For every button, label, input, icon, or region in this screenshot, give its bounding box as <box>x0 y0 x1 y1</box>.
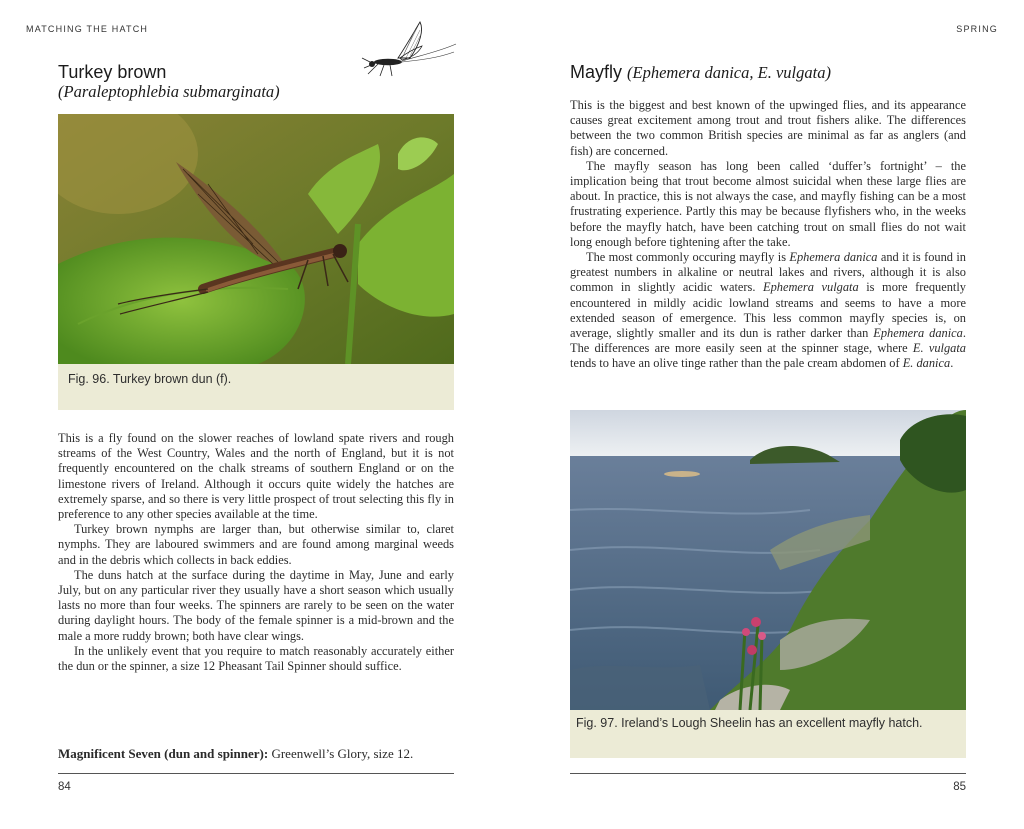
footer-rule <box>570 773 966 774</box>
italic-run: Ephemera danica <box>873 326 963 341</box>
figure-96 <box>58 114 454 410</box>
title-text: Mayfly <box>570 62 623 82</box>
text-run: . The differences are more easily seen at the spinner stage, where <box>570 326 966 356</box>
summary-label: Magnificent Seven (dun and spinner): <box>58 746 269 761</box>
running-head-right: SPRING <box>956 24 998 34</box>
italic-run: E. vulgata <box>912 341 966 356</box>
figure-caption: Fig. 97. Ireland’s Lough Sheelin has an excellent mayfly hatch. <box>576 716 923 730</box>
latin-name: (Ephemera danica, E. vulgata) <box>627 63 831 82</box>
paragraph: Turkey brown nymphs are larger than, but otherwise similar to, claret nymphs. They are laboured swimmers and are found among marginal weeds and in the debris which collects in back eddies. <box>58 522 454 567</box>
figure-caption: Fig. 96. Turkey brown dun (f). <box>68 372 232 386</box>
text-run: The most commonly occuring mayfly is <box>586 250 790 265</box>
mayfly-illustration-icon <box>358 18 458 80</box>
body-text <box>570 98 966 372</box>
footer-rule <box>58 773 454 774</box>
paragraph: This is a fly found on the slower reaches of lowland spate rivers and rough streams of the West Country, Wales and the north of England, but it is not frequently encountered on the chalk streams of southern England or on the limestone rivers of Ireland. Although it occurs quite widely the hatches are extremely sparse, and so there is very little prospect of trout selecting this fly in preference to any other species available at the time. <box>58 431 454 522</box>
text-run: is more frequently encountered in mildly acidic lowland streams and seems to have a more extended season of emergence. This less common mayfly species is, on average, slightly smaller and its dun is rather darker than <box>570 280 967 341</box>
paragraph: This is the biggest and best known of the upwinged flies, and its appearance causes great excitement among trout and trout fishers alike. The differences between the two common British species are minimal as far as anglers (and fish) are concerned. <box>570 98 966 158</box>
italic-run: E. danica <box>902 356 951 371</box>
right-page <box>512 0 1024 829</box>
magnificent-seven-line <box>58 746 413 762</box>
text-run: . <box>950 356 954 371</box>
turkey-brown-photo <box>58 114 454 364</box>
paragraph <box>570 250 966 372</box>
paragraph: The mayfly season has long been called ‘duffer’s fortnight’ – the implication being that trout become almost suicidal when these large flies are about. In practice, this is not always the case, and mayfly fishing can be a most frustrating experience. Partly this may be because flyfishers who, in the weeks before the mayfly hatch, have been catching trout on small flies do not wait long enough before tightening after the take. <box>570 158 966 249</box>
page-number: 84 <box>58 781 71 793</box>
figure-97 <box>570 410 966 758</box>
italic-run: Ephemera vulgata <box>763 280 859 295</box>
latin-name: (Paraleptophlebia submarginata) <box>58 82 280 101</box>
lough-sheelin-photo <box>570 410 966 710</box>
running-head-left: MATCHING THE HATCH <box>26 24 149 34</box>
text-run: and it is found in greatest numbers in alkaline or neutral lakes and rivers, although it is also common in slightly acidic waters. <box>570 250 967 295</box>
text-run: tends to have an olive tinge rather than the pale cream abdomen of <box>570 356 903 371</box>
paragraph: In the unlikely event that you require to match reasonably accurately either the dun or the spinner, a size 12 Pheasant Tail Spinner should suffice. <box>58 643 454 674</box>
page-title <box>570 62 831 83</box>
italic-run: Ephemera danica <box>789 250 878 265</box>
body-text <box>58 431 454 674</box>
page-title: Turkey brown <box>58 62 167 82</box>
page-number: 85 <box>953 781 966 793</box>
paragraph: The duns hatch at the surface during the daytime in May, June and early July, but on any particular river they usually have a short season which usually lasts no more than four weeks. The spinners are rarely to be seen on the water during daylight hours. The body of the female spinner is a mid-brown and the male a more ruddy brown; both have clear wings. <box>58 567 454 643</box>
summary-value: Greenwell’s Glory, size 12. <box>268 746 414 761</box>
